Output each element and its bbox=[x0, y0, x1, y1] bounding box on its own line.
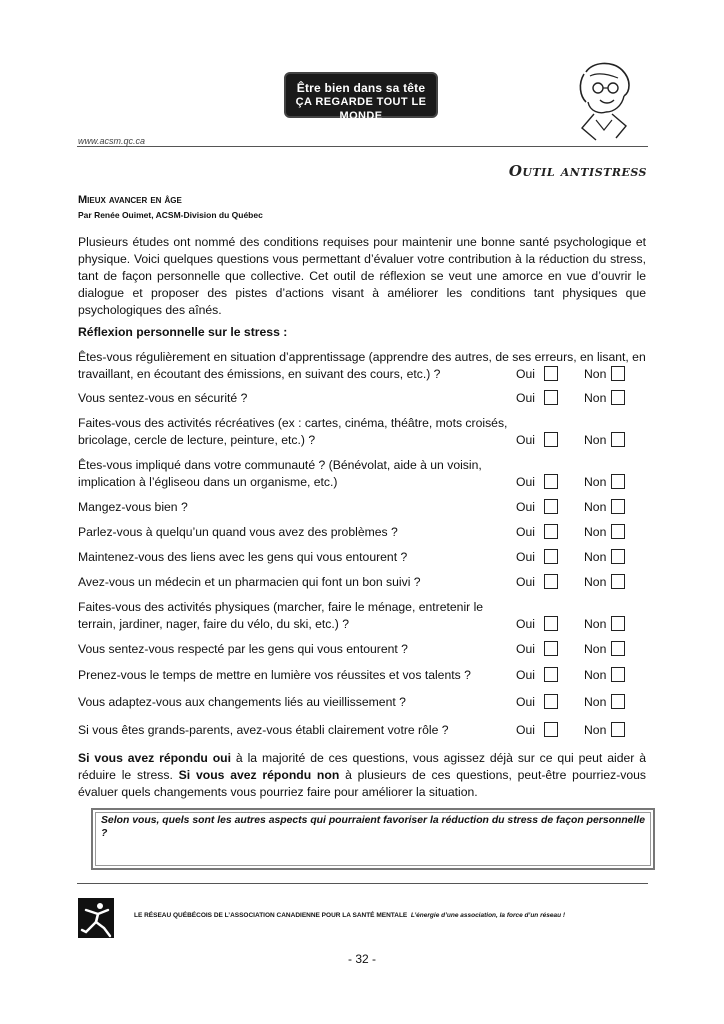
no-checkbox[interactable] bbox=[611, 390, 625, 405]
answer-yes bbox=[516, 667, 535, 684]
question-text-line-1: Êtes-vous régulièrement en situation d’apprentissage (apprendre des autres, de ses erreurs, en lisant, en bbox=[78, 350, 646, 364]
question-text-line-1: Prenez-vous le temps de mettre en lumière vos réussites et vos talents ? bbox=[78, 668, 471, 682]
logo-line-1: Être bien dans sa tête bbox=[296, 81, 426, 95]
answer-no-label: Non bbox=[584, 391, 607, 405]
answer-yes bbox=[516, 499, 535, 516]
question-item bbox=[78, 549, 518, 566]
page-number: - 32 - bbox=[347, 952, 376, 966]
yes-checkbox[interactable] bbox=[544, 667, 558, 682]
footer-text bbox=[134, 912, 565, 919]
yes-checkbox[interactable] bbox=[544, 616, 558, 631]
question-text-line-2: bricolage, cercle de lecture, peinture, etc.) ? bbox=[78, 433, 316, 447]
footer-network: LE RÉSEAU QUÉBÉCOIS DE L’ASSOCIATION CANADIENNE POUR LA SANTÉ MENTALE bbox=[134, 912, 408, 919]
yes-checkbox[interactable] bbox=[544, 474, 558, 489]
no-checkbox[interactable] bbox=[611, 694, 625, 709]
answer-yes-label: Oui bbox=[516, 500, 535, 514]
no-checkbox[interactable] bbox=[611, 366, 625, 381]
question-text-line-1: Vous sentez-vous respecté par les gens qui vous entourent ? bbox=[78, 642, 408, 656]
document-type-title: Outil antistress bbox=[508, 162, 647, 180]
question-item bbox=[78, 390, 518, 407]
answer-no bbox=[584, 499, 606, 516]
answer-no bbox=[584, 574, 606, 591]
conclusion-no-bold: Si vous avez répondu non bbox=[178, 768, 340, 782]
answer-yes-label: Oui bbox=[516, 642, 535, 656]
runner-logo-icon bbox=[78, 898, 114, 938]
yes-checkbox[interactable] bbox=[544, 549, 558, 564]
answer-yes-label: Oui bbox=[516, 367, 535, 381]
conclusion-yes-text: à la majorité de ces questions, vous agissez déjà sur ce qui peut aider à réduire le stress. bbox=[78, 751, 646, 782]
yes-checkbox[interactable] bbox=[544, 432, 558, 447]
answer-no-label: Non bbox=[584, 433, 607, 447]
answer-yes-label: Oui bbox=[516, 668, 535, 682]
yes-checkbox[interactable] bbox=[544, 641, 558, 656]
no-checkbox[interactable] bbox=[611, 549, 625, 564]
byline: Par Renée Ouimet, ACSM-Division du Québec bbox=[78, 210, 263, 220]
answer-yes-label: Oui bbox=[516, 550, 535, 564]
no-checkbox[interactable] bbox=[611, 616, 625, 631]
answer-no bbox=[584, 390, 606, 407]
question-text-line-1: Faites-vous des activités récréatives (ex : cartes, cinéma, théâtre, mots croisés, bbox=[78, 416, 508, 430]
answer-no bbox=[584, 549, 606, 566]
answer-yes-label: Oui bbox=[516, 475, 535, 489]
answer-no-label: Non bbox=[584, 575, 607, 589]
question-text-line-1: Si vous êtes grands-parents, avez-vous établi clairement votre rôle ? bbox=[78, 723, 449, 737]
question-text-line-1: Avez-vous un médecin et un pharmacien qui font un bon suivi ? bbox=[78, 575, 421, 589]
answer-no bbox=[584, 432, 606, 449]
question-item bbox=[78, 457, 518, 491]
question-text-line-1: Faites-vous des activités physiques (marcher, faire le ménage, entretenir le bbox=[78, 600, 484, 614]
no-checkbox[interactable] bbox=[611, 722, 625, 737]
question-item bbox=[78, 667, 518, 684]
answer-no-label: Non bbox=[584, 642, 607, 656]
answer-yes bbox=[516, 616, 535, 633]
question-text-line-1: Parlez-vous à quelqu’un quand vous avez des problèmes ? bbox=[78, 525, 398, 539]
answer-yes-label: Oui bbox=[516, 525, 535, 539]
logo-line-2: ÇA REGARDE TOUT LE MONDE bbox=[295, 96, 427, 122]
conclusion-yes-bold: Si vous avez répondu oui bbox=[78, 751, 232, 765]
face-drawing-icon bbox=[572, 62, 634, 142]
answer-yes-label: Oui bbox=[516, 391, 535, 405]
answer-yes bbox=[516, 390, 535, 407]
question-item bbox=[78, 499, 518, 516]
no-checkbox[interactable] bbox=[611, 432, 625, 447]
no-checkbox[interactable] bbox=[611, 474, 625, 489]
answer-no-label: Non bbox=[584, 617, 607, 631]
answer-no bbox=[584, 667, 606, 684]
question-text-line-1: Vous sentez-vous en sécurité ? bbox=[78, 391, 248, 405]
answer-yes bbox=[516, 641, 535, 658]
answer-yes-label: Oui bbox=[516, 575, 535, 589]
reflection-heading: Réflexion personnelle sur le stress : bbox=[78, 325, 288, 339]
answer-yes bbox=[516, 474, 535, 491]
intro-paragraph: Plusieurs études ont nommé des conditions requises pour maintenir une bonne santé psychologique et physique. Voici quelques questions vous permettant d’évaluer votre contribution à la réduction du stress, tant de façon personnelle que collective. Cet outil de réflexion se veut une amorce en vue d’ouvrir le dialogue et proposer des pistes d’actions visant à améliorer les conditions tant physiques que psychologiques des aînés. bbox=[78, 235, 646, 317]
yes-checkbox[interactable] bbox=[544, 499, 558, 514]
answer-no bbox=[584, 616, 606, 633]
question-text-line-2: terrain, jardiner, nager, faire du vélo, du ski, etc.) ? bbox=[78, 617, 349, 631]
answer-no bbox=[584, 524, 606, 541]
question-item bbox=[78, 524, 518, 541]
answer-no bbox=[584, 366, 606, 383]
conclusion-no-text: à plusieurs de ces questions, peut-être pourriez-vous évaluer quels changements vous pourriez faire pour améliorer la situation. bbox=[78, 768, 647, 799]
answer-yes bbox=[516, 574, 535, 591]
question-item bbox=[78, 641, 518, 658]
answer-no-label: Non bbox=[584, 500, 607, 514]
answer-yes-label: Oui bbox=[516, 695, 535, 709]
conclusion-paragraph bbox=[78, 750, 646, 801]
yes-checkbox[interactable] bbox=[544, 524, 558, 539]
answer-no-label: Non bbox=[584, 723, 607, 737]
question-item bbox=[78, 722, 518, 739]
yes-checkbox[interactable] bbox=[544, 574, 558, 589]
open-question-box[interactable] bbox=[91, 808, 655, 870]
answer-yes bbox=[516, 549, 535, 566]
no-checkbox[interactable] bbox=[611, 499, 625, 514]
answer-yes-label: Oui bbox=[516, 617, 535, 631]
answer-no bbox=[584, 641, 606, 658]
no-checkbox[interactable] bbox=[611, 641, 625, 656]
answer-no-label: Non bbox=[584, 695, 607, 709]
answer-no-label: Non bbox=[584, 475, 607, 489]
question-item bbox=[78, 694, 518, 711]
answer-yes bbox=[516, 524, 535, 541]
answer-no-label: Non bbox=[584, 525, 607, 539]
section-title: Mieux avancer en âge bbox=[78, 194, 182, 206]
footer-slogan: L’énergie d’une association, la force d’un réseau ! bbox=[410, 912, 566, 919]
question-text-line-2: implication à l’égliseou dans un organisme, etc.) bbox=[78, 475, 338, 489]
question-item bbox=[78, 415, 518, 449]
answer-yes-label: Oui bbox=[516, 433, 535, 447]
answer-yes-label: Oui bbox=[516, 723, 535, 737]
answer-no bbox=[584, 694, 606, 711]
question-text-line-1: Mangez-vous bien ? bbox=[78, 500, 188, 514]
website-url: www.acsm.qc.ca bbox=[78, 136, 146, 146]
yes-checkbox[interactable] bbox=[544, 722, 558, 737]
question-item bbox=[78, 574, 518, 591]
question-text-line-1: Vous adaptez-vous aux changements liés au vieillissement ? bbox=[78, 695, 406, 709]
yes-checkbox[interactable] bbox=[544, 366, 558, 381]
question-text-line-1: Maintenez-vous des liens avec les gens qui vous entourent ? bbox=[78, 550, 408, 564]
open-question-text: Selon vous, quels sont les autres aspects qui pourraient favoriser la réduction du stress de façon personnelle ? bbox=[101, 815, 645, 839]
campaign-logo bbox=[284, 72, 438, 122]
answer-no bbox=[584, 722, 606, 739]
question-text-line-1: Êtes-vous impliqué dans votre communauté ? (Bénévolat, aide à un voisin, bbox=[78, 458, 482, 472]
answer-no-label: Non bbox=[584, 668, 607, 682]
answer-yes bbox=[516, 432, 535, 449]
answer-yes bbox=[516, 366, 535, 383]
no-checkbox[interactable] bbox=[611, 524, 625, 539]
answer-no bbox=[584, 474, 606, 491]
no-checkbox[interactable] bbox=[611, 667, 625, 682]
no-checkbox[interactable] bbox=[611, 574, 625, 589]
question-text-line-2: travaillant, en écoutant des émissions, en suivant des cours, etc.) ? bbox=[78, 367, 441, 381]
answer-no-label: Non bbox=[584, 550, 607, 564]
yes-checkbox[interactable] bbox=[544, 390, 558, 405]
answer-no-label: Non bbox=[584, 367, 607, 381]
footer-divider bbox=[77, 883, 648, 884]
question-item bbox=[78, 599, 518, 633]
yes-checkbox[interactable] bbox=[544, 694, 558, 709]
question-item bbox=[78, 349, 648, 383]
header-divider bbox=[77, 146, 648, 147]
answer-yes bbox=[516, 694, 535, 711]
answer-yes bbox=[516, 722, 535, 739]
